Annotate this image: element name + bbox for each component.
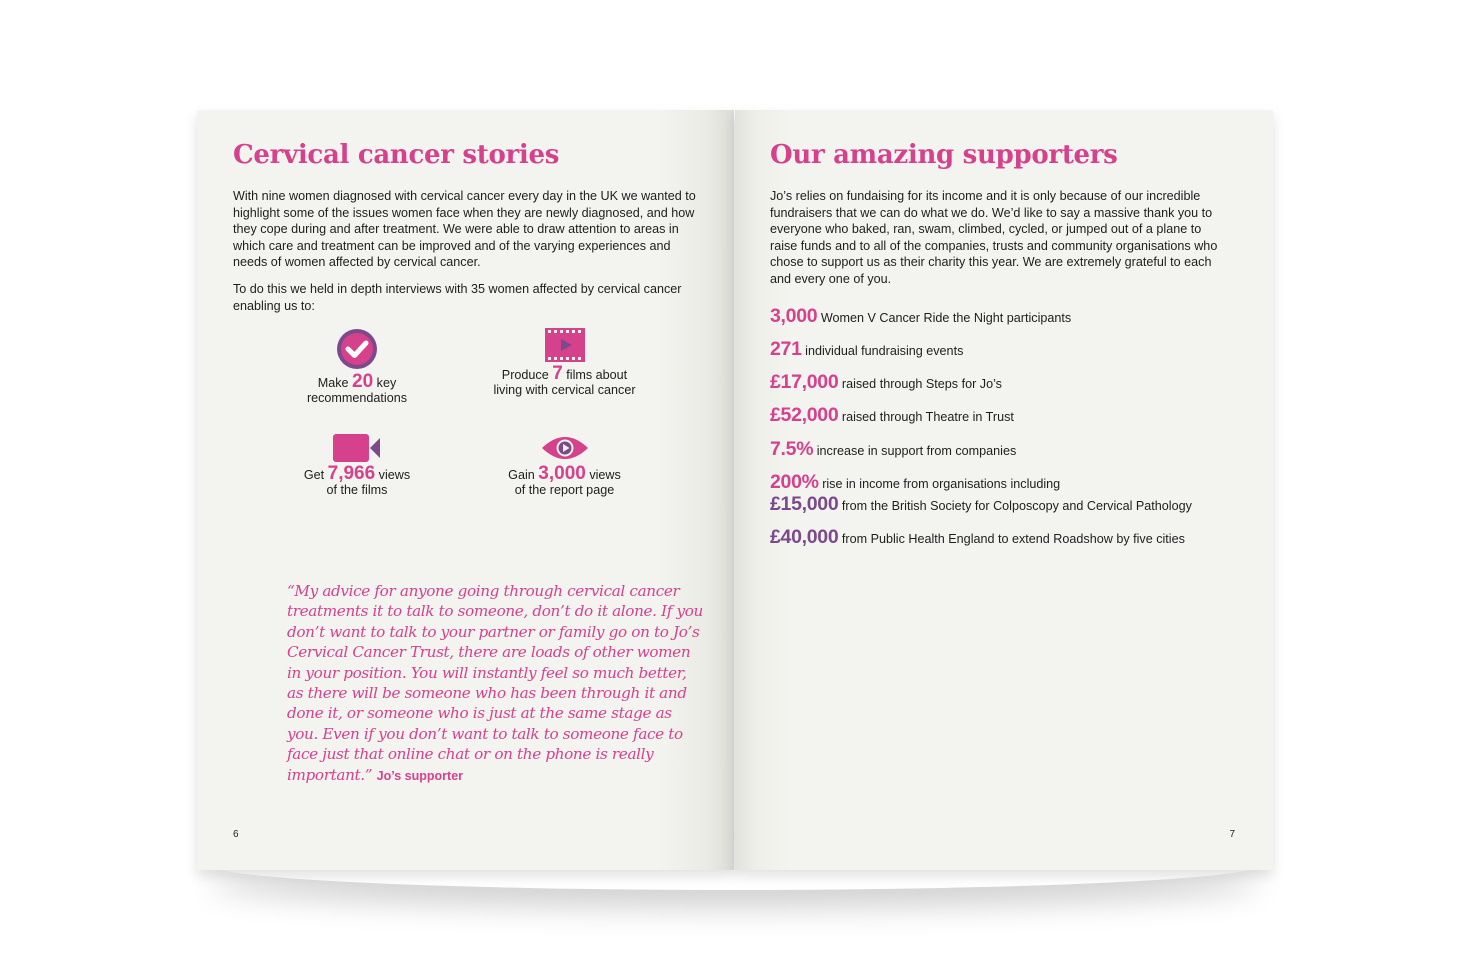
stat-film-views: Get 7,966 views of the films (277, 434, 437, 498)
checkmark-circle-icon (336, 328, 378, 370)
figure-label: from the British Society for Colposcopy and Cervical Pathology (841, 499, 1192, 513)
page-number: 6 (233, 829, 239, 840)
stat-number: 20 (352, 371, 374, 392)
intro-paragraph: Jo’s relies on fundaising for its income and it is only because of our incredible fundraisers that we can do what we do. We’d like to say a massive thank you to everyone who baked, ran, swam, climbed, cycled, or jumped out of a plane to raise funds and to all of the companies, trusts and community organisations who chose to support us as their charity this year. We are extremely grateful to each and every one of you. (770, 189, 1218, 286)
intro-paragraph: With nine women diagnosed with cervical cancer every day in the UK we wanted to highlight some of the issues women face when they are newly diagnosed, and how they cope during and after treatment. We were able to draw attention to areas in which care and treatment can be improved and of the varying experiences and needs of women affected by cervical cancer. (233, 189, 696, 270)
eye-icon (541, 434, 589, 462)
quote-attribution: Jo’s supporter (376, 768, 464, 783)
page-title: Our amazing supporters (770, 140, 1118, 170)
stat-number: 7 (552, 363, 563, 384)
figure-row (770, 338, 963, 361)
supporter-quote (287, 581, 707, 786)
page-number: 7 (1229, 829, 1235, 840)
figure-row (770, 526, 1185, 549)
figure-label: raised through Steps for Jo’s (841, 377, 1002, 391)
figure-row (770, 404, 1014, 427)
figure-row (770, 371, 1002, 394)
figure-value: 7.5% (770, 438, 814, 460)
page-title: Cervical cancer stories (233, 140, 560, 170)
method-paragraph: To do this we held in depth interviews with 35 women affected by cervical cancer enabling us to: (233, 282, 682, 313)
stat-number: 7,966 (327, 463, 376, 484)
figure-value: 271 (770, 338, 802, 360)
figure-label: individual fundraising events (805, 344, 964, 358)
stat-report-views: Gain 3,000 views of the report page (477, 434, 652, 498)
figure-label: raised through Theatre in Trust (841, 410, 1014, 424)
figure-value: 3,000 (770, 305, 818, 327)
figure-label: rise in income from organisations including (822, 477, 1061, 491)
figure-row (770, 471, 1060, 494)
right-page (735, 110, 1273, 870)
figure-label: Women V Cancer Ride the Night participants (820, 311, 1072, 325)
stat-films: Produce 7 films about living with cervical cancer (477, 328, 652, 398)
left-page (197, 110, 734, 870)
figure-value: £15,000 (770, 493, 839, 515)
figure-row (770, 438, 1016, 461)
figure-value: £52,000 (770, 404, 839, 426)
stat-number: 3,000 (538, 463, 586, 484)
film-strip-icon (545, 328, 585, 362)
stat-recommendations: Make 20 key recommendations (277, 328, 437, 406)
figure-value: £40,000 (770, 526, 839, 548)
brochure-spread (197, 110, 1273, 870)
figure-value: 200% (770, 471, 819, 493)
figure-row (770, 493, 1192, 516)
figure-row (770, 305, 1071, 328)
figure-label: increase in support from companies (816, 444, 1017, 458)
figure-label: from Public Health England to extend Roadshow by five cities (841, 532, 1185, 546)
quote-text: “My advice for anyone going through cervical cancer treatments it to talk to someone, don’t do it alone. If you don’t want to talk to your partner or family go on to Jo’s Cervical Cancer Trust, there are loads of other women in your position. You will instantly feel so much better, as there will be someone who has been through it and done it, or someone who is just at the same stage as you. Even if you don’t want to talk to someone face to face just that online chat or on the phone is really important.” (287, 582, 703, 784)
video-camera-icon (333, 434, 381, 462)
figure-value: £17,000 (770, 371, 839, 393)
